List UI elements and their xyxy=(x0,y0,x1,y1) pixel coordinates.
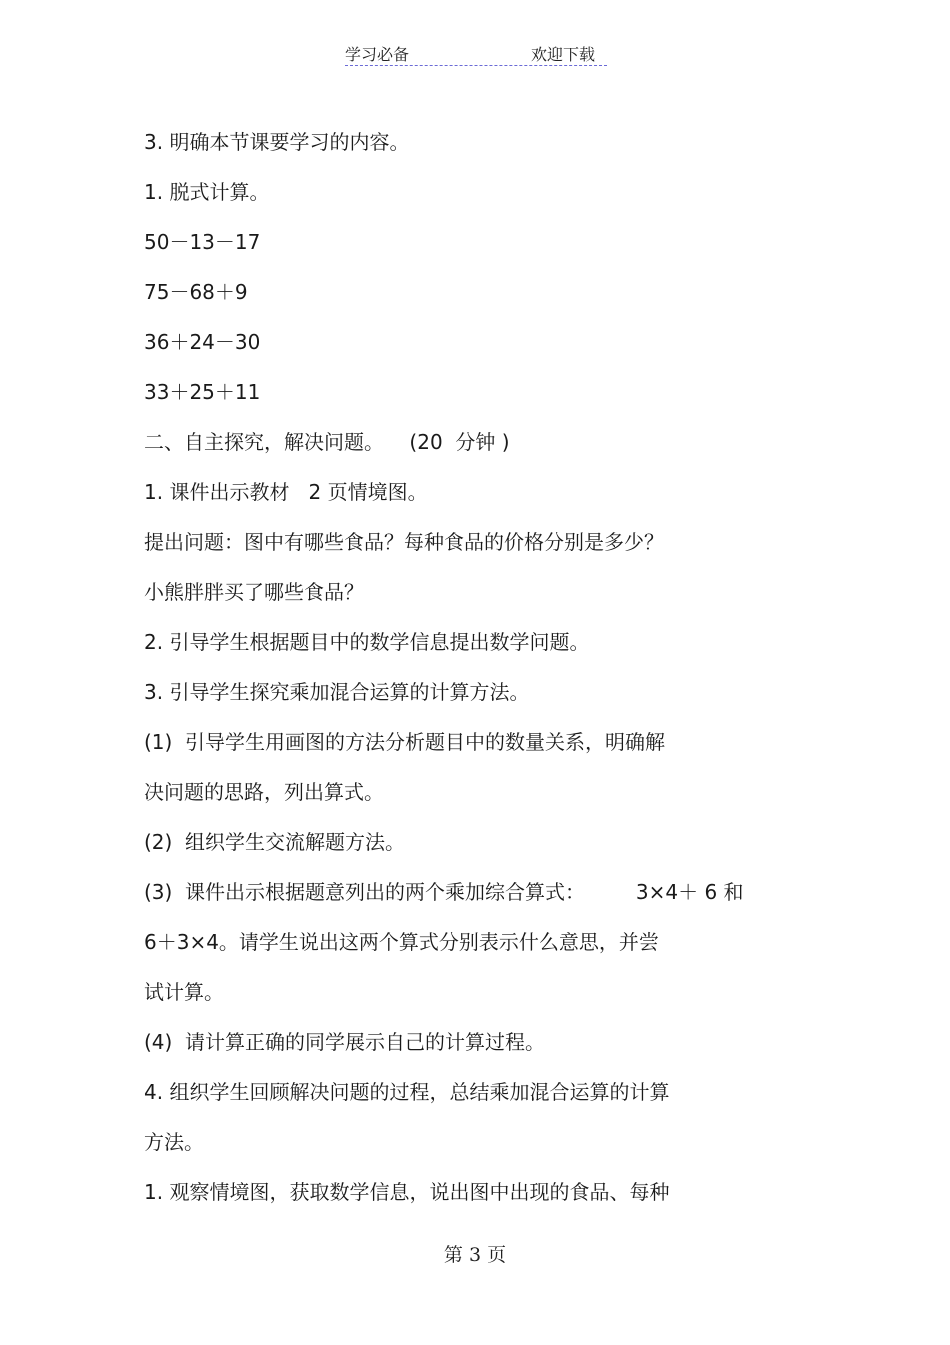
text-line: 1. 脱式计算。 xyxy=(144,180,270,204)
text-line: 决问题的思路，列出算式。 xyxy=(144,780,384,804)
text-line: 75－68＋9 xyxy=(144,280,248,304)
text-line: 试计算。 xyxy=(144,980,224,1004)
text-line: 6＋3×4。请学生说出这两个算式分别表示什么意思，并尝 xyxy=(144,930,659,954)
header-right-text: 欢迎下载 xyxy=(531,45,596,64)
text-line: 提出问题：图中有哪些食品？每种食品的价格分别是多少？ xyxy=(144,530,664,554)
text-line: 1. 课件出示教材 2 页情境图。 xyxy=(144,480,428,504)
text-line: 50－13－17 xyxy=(144,230,261,254)
text-line: (1) 引导学生用画图的方法分析题目中的数量关系，明确解 xyxy=(144,730,666,754)
text-line: 3. 引导学生探究乘加混合运算的计算方法。 xyxy=(144,680,530,704)
header-left-text: 学习必备 xyxy=(345,45,410,64)
text-line: (3) 课件出示根据题意列出的两个乘加综合算式： 3×4＋ 6 和 xyxy=(144,880,744,904)
text-line: 2. 引导学生根据题目中的数学信息提出数学问题。 xyxy=(144,630,590,654)
text-line: (2) 组织学生交流解题方法。 xyxy=(144,830,406,854)
page-number: 第 3 页 xyxy=(443,1244,507,1266)
section-heading: 二、自主探究，解决问题。 (20 分钟 ) xyxy=(144,430,510,454)
text-line: 4. 组织学生回顾解决问题的过程，总结乘加混合运算的计算 xyxy=(144,1080,670,1104)
document-body xyxy=(144,125,824,1225)
page-header xyxy=(345,40,607,66)
text-line: 方法。 xyxy=(144,1130,204,1154)
text-line: 小熊胖胖买了哪些食品？ xyxy=(144,580,364,604)
text-line: (4) 请计算正确的同学展示自己的计算过程。 xyxy=(144,1030,546,1054)
text-line: 1. 观察情境图，获取数学信息，说出图中出现的食品、每种 xyxy=(144,1180,670,1204)
text-line: 3. 明确本节课要学习的内容。 xyxy=(144,130,410,154)
text-line: 33＋25＋11 xyxy=(144,380,261,404)
text-line: 36＋24－30 xyxy=(144,330,261,354)
header-dashed-rule xyxy=(345,65,607,66)
